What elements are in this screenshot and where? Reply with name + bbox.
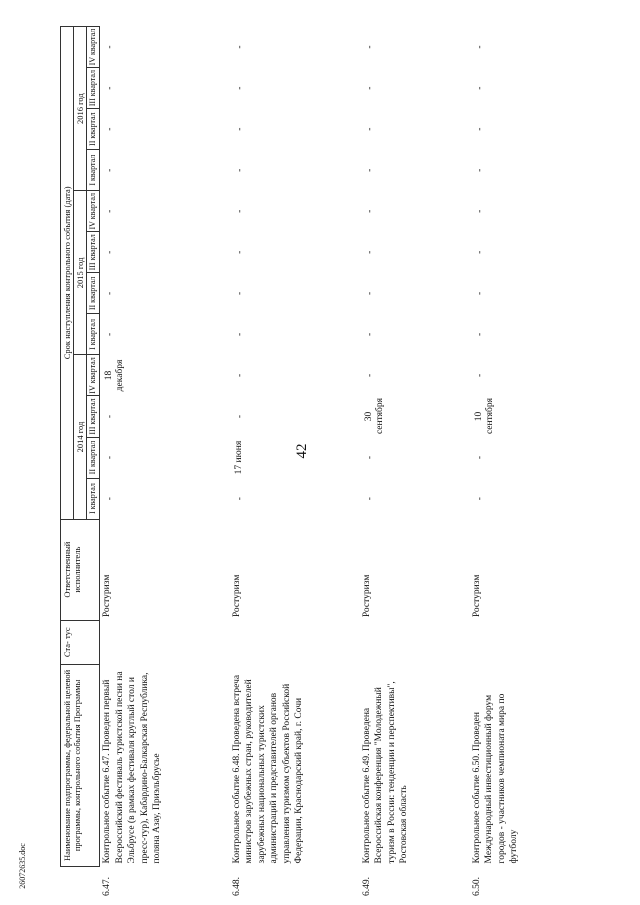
quarter-cell: - [105, 497, 115, 501]
header-quarter: II квартал [87, 273, 100, 314]
table-row [230, 27, 360, 899]
row-number: 6.48. [231, 877, 242, 896]
quarter-cell: - [105, 291, 115, 295]
quarter-cell: - [105, 250, 115, 254]
quarter-cell: - [364, 373, 375, 378]
table-row [470, 27, 598, 899]
quarter-cell: - [234, 414, 245, 419]
file-code: 26072635.doc [18, 843, 27, 889]
quarter-cell: - [364, 455, 375, 460]
quarter-cell: - [234, 209, 245, 213]
row-number: 6.50. [471, 877, 482, 896]
quarter-cell: - [364, 497, 375, 501]
header-quarter: I квартал [87, 478, 100, 519]
header-year: 2014 год [74, 355, 87, 519]
table-header [61, 27, 100, 899]
quarter-cell: 18 декабря [104, 359, 125, 392]
quarter-cell: - [105, 45, 115, 49]
quarter-cell: - [474, 209, 485, 213]
quarter-cell: - [105, 332, 115, 336]
control-events-table [60, 26, 598, 898]
page-number: 42 [294, 443, 310, 459]
header-name: Наименование подпрограммы, федеральной целевой программы, контрольного события Программы [61, 664, 100, 866]
event-status [470, 620, 598, 664]
header-group-title: Срок наступления контрольного события (дата) [61, 27, 74, 520]
quarter-cell: - [234, 127, 245, 131]
quarter-cell: - [364, 86, 375, 90]
quarter-cell: - [474, 373, 485, 378]
quarter-cell: - [105, 209, 115, 213]
event-status [230, 620, 360, 664]
quarter-cell: - [234, 291, 245, 295]
quarter-cell: - [474, 291, 485, 295]
header-quarter: IV квартал [87, 27, 100, 68]
header-quarter: III квартал [87, 68, 100, 109]
quarter-cell: - [105, 127, 115, 131]
header-year: 2016 год [74, 27, 87, 191]
quarter-cell: - [364, 127, 375, 131]
header-executor: Ответственный исполнитель [61, 519, 100, 620]
rotated-table-container [60, 26, 627, 898]
quarter-cell: - [474, 497, 485, 501]
event-status [100, 620, 230, 664]
quarter-cell: - [234, 497, 245, 501]
header-quarter: I квартал [87, 314, 100, 355]
table-row [360, 27, 470, 899]
header-quarter: IV квартал [87, 355, 100, 396]
quarter-cell: 17 июня [233, 440, 244, 475]
header-quarter: III квартал [87, 396, 100, 437]
document-table-frame [60, 26, 627, 898]
header-blank-cell [87, 866, 100, 898]
event-status [360, 620, 470, 664]
quarter-cell: - [474, 45, 485, 49]
responsible-executor: Ростуризм [231, 574, 242, 618]
quarter-cell: - [234, 250, 245, 254]
header-year: 2015 год [74, 191, 87, 355]
row-number: 6.49. [361, 877, 372, 896]
event-name: Контрольное событие 6.47. Проведен первый Всероссийский фестиваль туристской песни на Эльбрусе (в рамках фестиваля круглый стол и пресс-тур), Кабардино-Балкарская Республика, поляна Азау, Приэльбрусье [102, 671, 162, 864]
quarter-cell: - [105, 168, 115, 172]
quarter-cell: - [364, 250, 375, 254]
quarter-cell: - [364, 45, 375, 49]
header-status: Ста- тус [61, 620, 100, 664]
header-quarter: II квартал [87, 109, 100, 150]
responsible-executor: Ростуризм [471, 574, 482, 618]
quarter-cell: - [364, 291, 375, 295]
quarter-cell: - [364, 168, 375, 172]
quarter-cell: 30 сентября [363, 398, 385, 435]
quarter-cell: - [364, 209, 375, 213]
responsible-executor: Ростуризм [102, 574, 112, 618]
event-name: Контрольное событие 6.49. Проведена Всероссийская конференция "Молодежный туризм в России: тенденции и перспективы", Ростовская область [361, 681, 409, 864]
quarter-cell: - [105, 86, 115, 90]
table-row [100, 27, 230, 899]
header-blank-cell [61, 866, 74, 898]
row-number: 6.47. [101, 877, 112, 896]
quarter-cell: 10 сентября [473, 398, 495, 435]
quarter-cell: - [364, 332, 375, 336]
quarter-cell: - [234, 373, 245, 378]
quarter-cell: - [234, 86, 245, 90]
table-body [100, 27, 598, 899]
event-name: Контрольное событие 6.48. Проведена встреча министров зарубежных стран, руководителей зарубежных национальных туристских администраций и представителей органов управления туризмом субъектов Российской Федерации, Краснодарский край, г. Сочи [231, 674, 304, 864]
quarter-cell: - [234, 45, 245, 49]
header-quarter: III квартал [87, 232, 100, 273]
quarter-cell: - [474, 86, 485, 90]
quarter-cell: - [105, 455, 115, 460]
quarter-cell: - [234, 168, 245, 172]
responsible-executor: Ростуризм [361, 574, 372, 618]
quarter-cell: - [474, 127, 485, 131]
header-blank-cell [74, 866, 87, 898]
quarter-cell: - [474, 168, 485, 172]
quarter-cell: - [474, 332, 485, 336]
quarter-cell: - [234, 332, 245, 336]
event-name: Контрольное событие 6.50. Проведен Международный инвестиционный форум городов - участников чемпионата мира по футболу [471, 693, 519, 864]
header-quarter: II квартал [87, 437, 100, 478]
quarter-cell: - [474, 455, 485, 460]
header-quarter: IV квартал [87, 191, 100, 232]
header-quarter: I квартал [87, 150, 100, 191]
quarter-cell: - [105, 414, 115, 419]
quarter-cell: - [474, 250, 485, 254]
